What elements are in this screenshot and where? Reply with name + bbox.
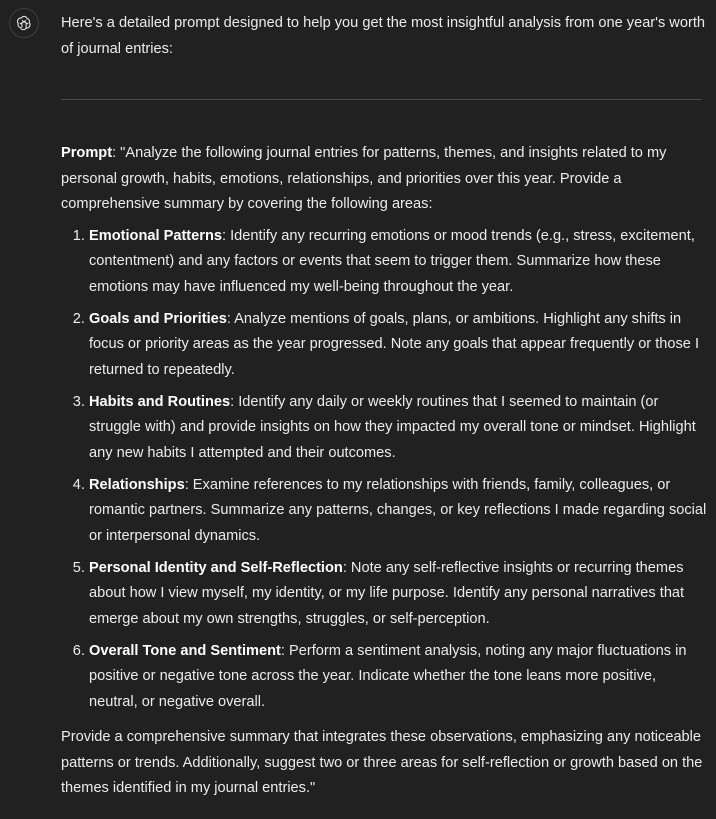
list-item-text: : Perform a sentiment analysis, noting any major fluctuations in positive or negative tone across the year. Indicate whether the tone leans more positive, neutral, or negative overall. bbox=[89, 642, 687, 710]
list-item-title: Habits and Routines bbox=[89, 393, 231, 410]
divider bbox=[61, 99, 702, 100]
list-item-text: : Examine references to my relationships with friends, family, colleagues, or romantic partners. Summarize any patterns, changes, or key reflections I made regarding social or interpersonal dynamics. bbox=[89, 476, 707, 544]
list-item bbox=[89, 556, 707, 633]
list-item-title: Relationships bbox=[89, 476, 185, 493]
list-item bbox=[89, 390, 707, 467]
openai-logo-icon bbox=[15, 14, 33, 32]
list-item-text: : Identify any recurring emotions or mood trends (e.g., stress, excitement, contentment) and any factors or events that seem to trigger them. Summarize how these emotions may have influenced my well-being throughout the year. bbox=[89, 227, 695, 295]
list-item bbox=[89, 639, 707, 716]
list-item-title: Overall Tone and Sentiment bbox=[89, 642, 281, 659]
list-item bbox=[89, 307, 707, 384]
list-item-text: : Analyze mentions of goals, plans, or ambitions. Highlight any shifts in focus or priority areas as the year progressed. Note any goals that appear frequently or those I returned to repeatedly. bbox=[89, 310, 700, 378]
closing-text: Provide a comprehensive summary that integrates these observations, emphasizing any noticeable patterns or trends. Additionally, suggest two or three areas for self-reflection or growth based on the themes identified in my journal entries." bbox=[61, 729, 703, 796]
analysis-areas-list bbox=[61, 224, 707, 716]
assistant-message bbox=[61, 11, 707, 802]
list-item-title: Emotional Patterns bbox=[89, 227, 222, 244]
prompt-text: : "Analyze the following journal entries for patterns, themes, and insights related to my personal growth, habits, emotions, relationships, and priorities over this year. Provide a comprehensive summary by covering the following areas: bbox=[61, 145, 667, 212]
list-item bbox=[89, 224, 707, 301]
prompt-label: Prompt bbox=[61, 145, 113, 161]
assistant-avatar bbox=[9, 8, 39, 38]
list-item-text: : Note any self-reflective insights or recurring themes about how I view myself, my identity, or my life purpose. Identify any personal narratives that emerge about my own strengths, struggles, or self-perception. bbox=[89, 559, 685, 627]
list-item-title: Personal Identity and Self-Reflection bbox=[89, 559, 343, 576]
list-item bbox=[89, 473, 707, 550]
list-item-title: Goals and Priorities bbox=[89, 310, 227, 327]
list-item-text: : Identify any daily or weekly routines that I seemed to maintain (or struggle with) and provide insights on how they impacted my overall tone or mindset. Highlight any new habits I attempted and their outcomes. bbox=[89, 393, 696, 461]
prompt-paragraph bbox=[61, 141, 707, 218]
intro-text: Here's a detailed prompt designed to help you get the most insightful analysis from one year's worth of journal entries: bbox=[61, 15, 705, 57]
